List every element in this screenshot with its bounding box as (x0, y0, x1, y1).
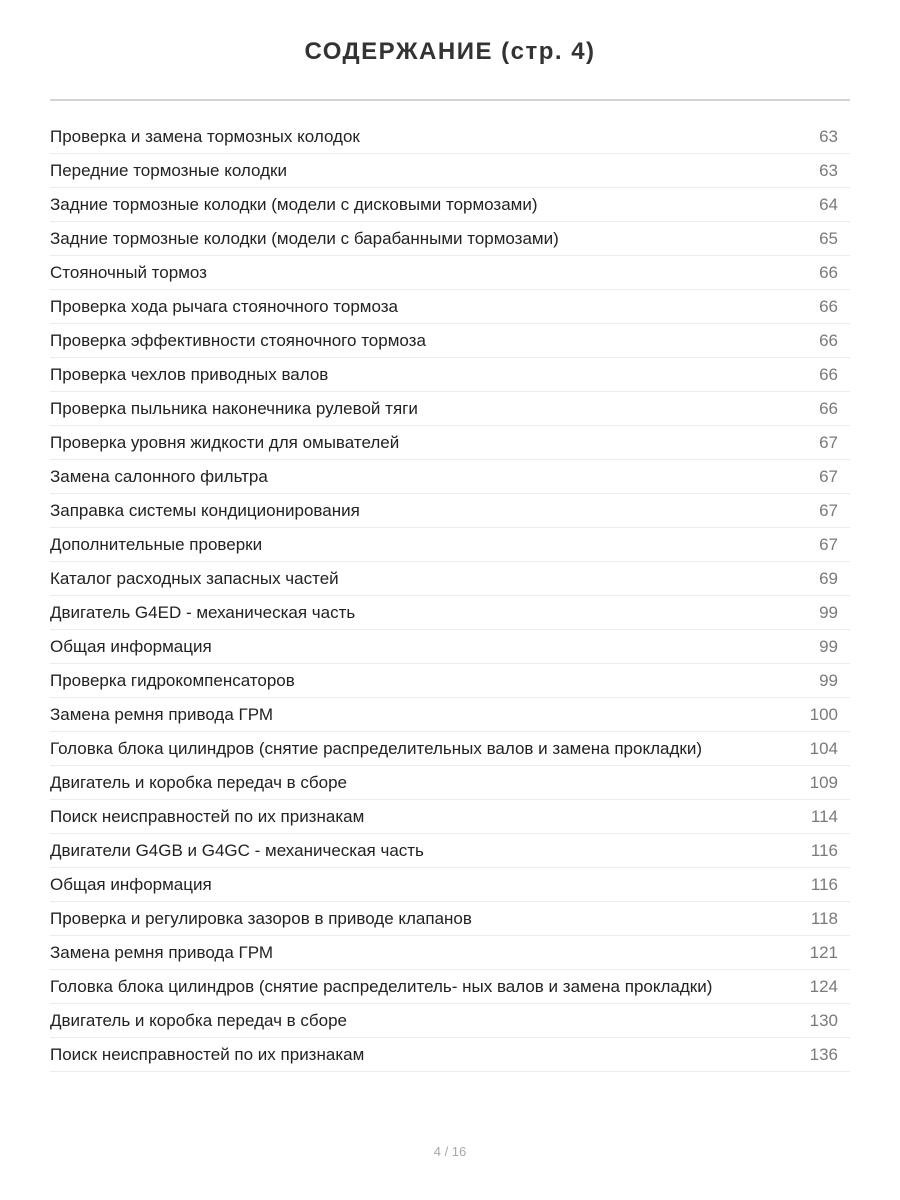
toc-entry-page-number: 116 (810, 840, 838, 860)
toc-entry[interactable] (50, 392, 850, 426)
toc-entry[interactable] (50, 732, 850, 766)
toc-entry-title: Проверка и регулировка зазоров в приводе клапанов (50, 908, 472, 928)
toc-entry-page-number: 99 (819, 602, 838, 622)
toc-entry-title: Передние тормозные колодки (50, 160, 287, 180)
toc-entry-page-number: 66 (819, 330, 838, 350)
toc-entry-title: Двигатель G4ED - механическая часть (50, 602, 356, 622)
toc-entry-page-number: 69 (819, 568, 838, 588)
page-title: СОДЕРЖАНИЕ (стр. 4) (304, 38, 596, 65)
toc-entry-title: Головка блока цилиндров (снятие распределитель- ных валов и замена прокладки) (50, 976, 713, 996)
toc-entry-title: Проверка пыльника наконечника рулевой тяги (50, 398, 418, 418)
toc-entry-page-number: 64 (819, 194, 838, 214)
toc-entry-title: Двигатели G4GB и G4GC - механическая часть (50, 840, 424, 860)
toc-entry[interactable] (50, 868, 850, 902)
toc-entry-page-number: 63 (819, 160, 838, 180)
toc-entry[interactable] (50, 562, 850, 596)
toc-entry-page-number: 116 (810, 874, 838, 894)
toc-entry-page-number: 114 (810, 806, 838, 826)
toc-entry-title: Дополнительные проверки (50, 534, 263, 554)
toc-entry-title: Общая информация (50, 636, 212, 656)
toc-entry-title: Головка блока цилиндров (снятие распределительных валов и замена прокладки) (50, 738, 702, 758)
toc-entry-page-number: 109 (809, 772, 838, 792)
toc-entry[interactable] (50, 970, 850, 1004)
toc-entry-page-number: 66 (819, 262, 838, 282)
toc-entry-title: Двигатель и коробка передач в сборе (50, 1010, 348, 1030)
toc-entry-page-number: 67 (819, 432, 838, 452)
toc-entry-title: Проверка хода рычага стояночного тормоза (50, 296, 398, 316)
toc-entry[interactable] (50, 766, 850, 800)
toc-entry-page-number: 104 (809, 738, 838, 758)
toc-list (50, 120, 850, 1072)
toc-entry[interactable] (50, 256, 850, 290)
toc-entry-title: Задние тормозные колодки (модели с барабанными тормозами) (50, 228, 559, 248)
toc-entry[interactable] (50, 358, 850, 392)
toc-entry-page-number: 99 (819, 670, 838, 690)
toc-entry[interactable] (50, 1038, 850, 1072)
toc-entry[interactable] (50, 494, 850, 528)
toc-entry[interactable] (50, 936, 850, 970)
toc-entry-page-number: 100 (809, 704, 838, 724)
toc-entry[interactable] (50, 630, 850, 664)
toc-entry-page-number: 124 (809, 976, 838, 996)
toc-entry-page-number: 67 (819, 534, 838, 554)
toc-entry-page-number: 66 (819, 296, 838, 316)
toc-entry-page-number: 130 (809, 1010, 838, 1030)
page-indicator: 4 / 16 (433, 1144, 467, 1159)
toc-entry-title: Проверка чехлов приводных валов (50, 364, 329, 384)
toc-entry-page-number: 118 (810, 908, 838, 928)
toc-entry[interactable] (50, 902, 850, 936)
toc-entry[interactable] (50, 664, 850, 698)
toc-entry-title: Замена салонного фильтра (50, 466, 268, 486)
toc-entry-title: Проверка гидрокомпенсаторов (50, 670, 295, 690)
toc-entry-page-number: 63 (819, 126, 838, 146)
toc-entry[interactable] (50, 426, 850, 460)
toc-entry-page-number: 136 (809, 1044, 838, 1064)
toc-entry[interactable] (50, 324, 850, 358)
toc-entry[interactable] (50, 1004, 850, 1038)
toc-entry[interactable] (50, 800, 850, 834)
toc-entry-title: Заправка системы кондиционирования (50, 500, 360, 520)
toc-entry[interactable] (50, 120, 850, 154)
toc-entry-page-number: 67 (819, 500, 838, 520)
toc-entry-page-number: 66 (819, 364, 838, 384)
toc-entry-title: Проверка эффективности стояночного тормоза (50, 330, 426, 350)
toc-entry[interactable] (50, 596, 850, 630)
toc-entry-page-number: 121 (809, 942, 838, 962)
toc-entry-page-number: 99 (819, 636, 838, 656)
toc-entry-title: Проверка и замена тормозных колодок (50, 126, 360, 146)
toc-entry[interactable] (50, 154, 850, 188)
toc-entry-title: Замена ремня привода ГРМ (50, 704, 274, 724)
toc-entry[interactable] (50, 698, 850, 732)
toc-entry-title: Поиск неисправностей по их признакам (50, 806, 365, 826)
toc-entry[interactable] (50, 222, 850, 256)
toc-entry-title: Общая информация (50, 874, 212, 894)
toc-entry-title: Проверка уровня жидкости для омывателей (50, 432, 400, 452)
toc-entry-page-number: 67 (819, 466, 838, 486)
toc-entry-page-number: 65 (819, 228, 838, 248)
title-divider (50, 99, 850, 101)
toc-entry[interactable] (50, 834, 850, 868)
toc-entry-page-number: 66 (819, 398, 838, 418)
toc-entry[interactable] (50, 188, 850, 222)
toc-entry-title: Каталог расходных запасных частей (50, 568, 339, 588)
toc-entry-title: Двигатель и коробка передач в сборе (50, 772, 348, 792)
toc-entry[interactable] (50, 290, 850, 324)
toc-entry-title: Замена ремня привода ГРМ (50, 942, 274, 962)
toc-entry[interactable] (50, 528, 850, 562)
toc-entry[interactable] (50, 460, 850, 494)
toc-entry-title: Задние тормозные колодки (модели с дисковыми тормозами) (50, 194, 538, 214)
toc-entry-title: Поиск неисправностей по их признакам (50, 1044, 365, 1064)
toc-entry-title: Стояночный тормоз (50, 262, 207, 282)
